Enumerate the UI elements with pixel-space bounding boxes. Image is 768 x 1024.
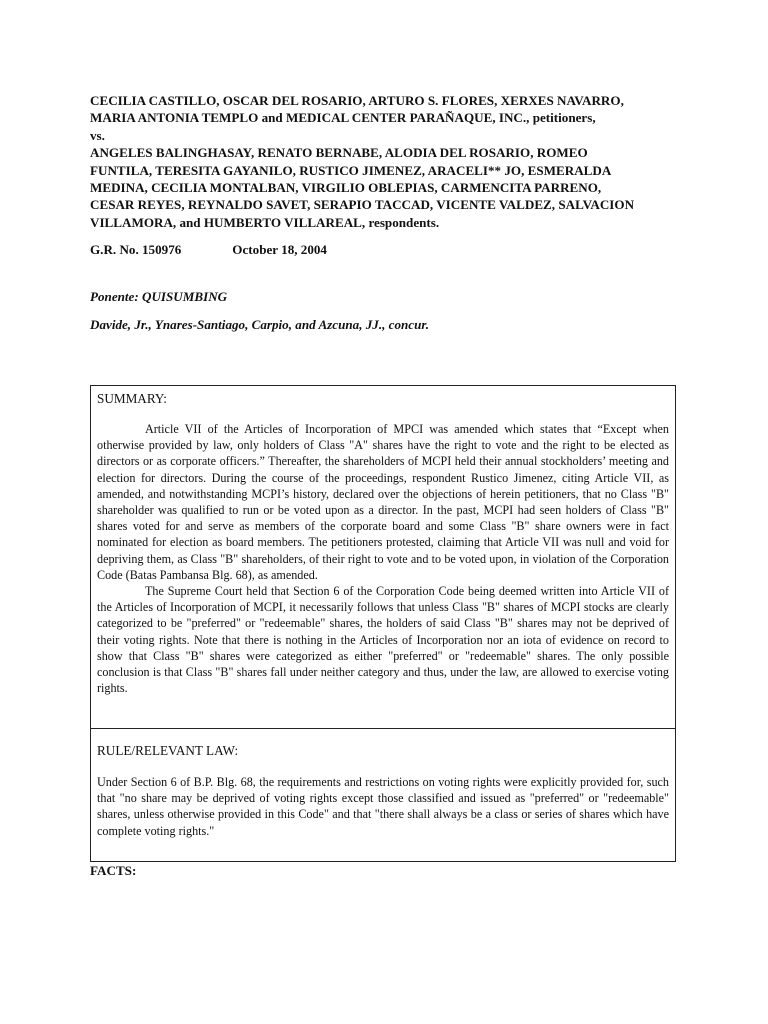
- summary-box: [90, 385, 676, 729]
- respondents-line: MEDINA, CECILIA MONTALBAN, VIRGILIO OBLEPIAS, CARMENCITA PARRENO,: [90, 180, 602, 196]
- respondents-line: ANGELES BALINGHASAY, RENATO BERNABE, ALODIA DEL ROSARIO, ROMEO: [90, 145, 588, 161]
- document-page: [90, 92, 678, 878]
- versus-label: vs.: [90, 127, 105, 143]
- rule-paragraph: Under Section 6 of B.P. Blg. 68, the requirements and restrictions on voting rights were explicitly provided for, such that "no share may be deprived of voting rights except those classified and issued as "preferred" or "redeemable" shares, unless otherwise provided in this Code" and that "there shall always be a class or series of shares which have complete voting rights.": [97, 775, 669, 838]
- petitioners-line: CECILIA CASTILLO, OSCAR DEL ROSARIO, ARTURO S. FLORES, XERXES NAVARRO,: [90, 93, 624, 108]
- summary-paragraph: Article VII of the Articles of Incorporation of MPCI was amended which states that “Except when otherwise provided by law, only holders of Class "A" shares have the right to vote and the right to be elected as directors or as corporate officers.” Thereafter, the shareholders of MCPI held their annual stockholders’ meeting and election for directors. During the course of the proceedings, respondent Rustico Jimenez, citing Article VII, as amended, and notwithstanding MCPI’s history, declared over the objections of herein petitioners, that no Class "B" shareholder was qualified to run or be voted upon as a director. In the past, MCPI had seen holders of Class "B" shares voted for and serve as members of the corporate board and some Class "B" share owners were in fact nominated for election as board members. The petitioners protested, claiming that Article VII was null and void for depriving them, as Class "B" shareholders, of their right to vote and to be voted upon, in violation of the Corporation Code (Batas Pambansa Blg. 68), as amended.: [97, 422, 669, 582]
- case-number-line: [90, 241, 678, 258]
- respondents-line: VILLAMORA, and HUMBERTO VILLAREAL, respondents.: [90, 214, 440, 230]
- summary-body: [97, 421, 669, 696]
- respondents-line: CESAR REYES, REYNALDO SAVET, SERAPIO TACCAD, VICENTE VALDEZ, SALVACION: [90, 197, 635, 213]
- concurring-justices: Davide, Jr., Ynares-Santiago, Carpio, and Azcuna, JJ., concur.: [90, 317, 430, 333]
- summary-heading: SUMMARY:: [97, 391, 167, 406]
- gr-number: G.R. No. 150976: [90, 242, 182, 258]
- rule-box: [90, 728, 676, 862]
- petitioners-line: MARIA ANTONIA TEMPLO and MEDICAL CENTER PARAÑAQUE, INC., petitioners,: [90, 110, 596, 126]
- summary-paragraph: The Supreme Court held that Section 6 of the Corporation Code being deemed written into Article VII of the Articles of Incorporation of MCPI, it necessarily follows that unless Class "B" shares of MCPI stocks are clearly categorized to be "preferred" or "redeemable" shares, the holders of said Class "B" shares may not be deprived of their voting rights. Note that there is nothing in the Articles of Incorporation nor an iota of evidence on record to show that Class "B" shares were categorized as either "preferred" or "redeemable" shares. The only possible conclusion is that Class "B" shares fall under neither category and thus, under the law, are allowed to exercise voting rights.: [97, 584, 669, 696]
- facts-heading: FACTS:: [90, 863, 137, 878]
- respondents-line: FUNTILA, TERESITA GAYANILO, RUSTICO JIMENEZ, ARACELI** JO, ESMERALDA: [90, 162, 612, 178]
- rule-heading: RULE/RELEVANT LAW:: [97, 743, 239, 758]
- case-caption: [90, 92, 678, 231]
- ponente-line: Ponente: QUISUMBING: [90, 289, 228, 305]
- rule-body: [97, 774, 669, 839]
- decision-date: October 18, 2004: [232, 242, 327, 258]
